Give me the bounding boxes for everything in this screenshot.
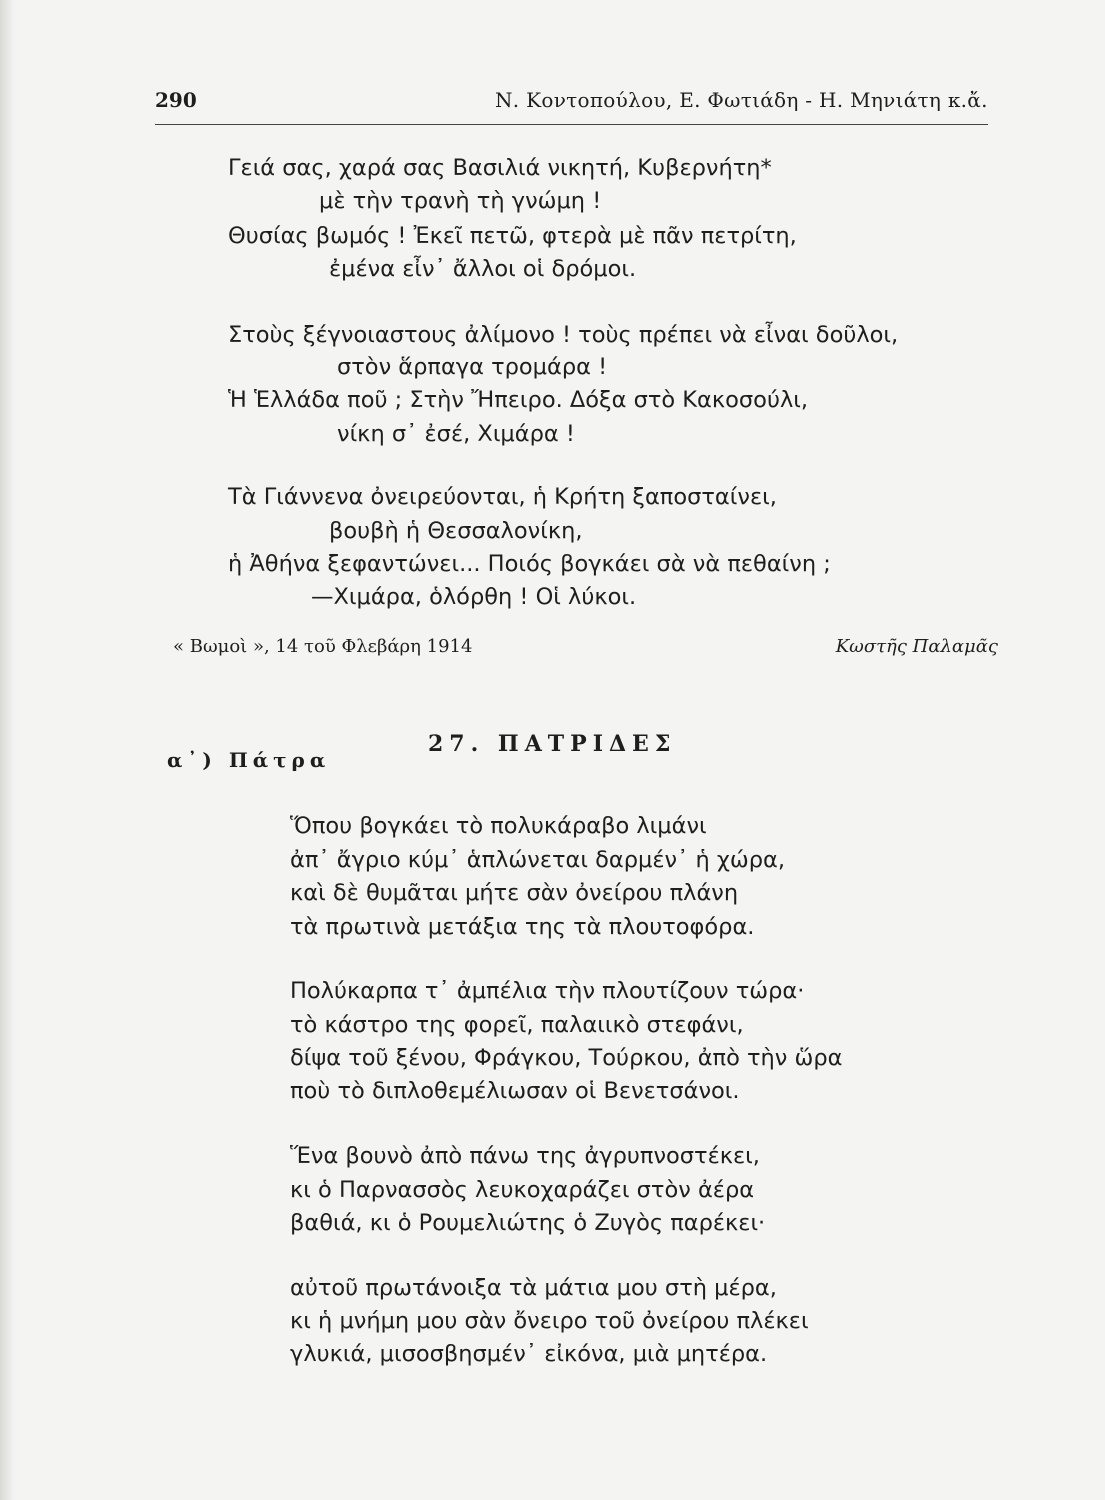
poem-line: Ὅπου βογκάει τὸ πολυκάραβο λιμάνι xyxy=(290,813,707,839)
running-head xyxy=(155,88,988,116)
poem-line: αὐτοῦ πρωτάνοιξα τὰ μάτια μου στὴ μέρα, xyxy=(290,1275,777,1301)
section-title: 27. ΠΑΤΡΙΔΕΣ xyxy=(428,731,677,757)
header-rule xyxy=(155,124,988,125)
poem-line: νίκη σ᾽ ἐσέ, Χιμάρα ! xyxy=(337,421,575,447)
poem-line: στὸν ἅρπαγα τρομάρα ! xyxy=(337,354,608,380)
poem-signature xyxy=(173,636,998,664)
poem-line: Τὰ Γιάννενα ὀνειρεύονται, ἡ Κρήτη ξαποσταίνει, xyxy=(228,484,777,510)
poem-line: Ἕνα βουνὸ ἀπὸ πάνω της ἀγρυπνοστέκει, xyxy=(290,1143,760,1169)
poem-line: τὸ κάστρο της φορεῖ, παλαιικὸ στεφάνι, xyxy=(290,1012,744,1038)
poem-line: καὶ δὲ θυμᾶται μήτε σὰν ὀνείρου πλάνη xyxy=(290,880,739,906)
poem-line: κι ὁ Παρνασσὸς λευκοχαράζει στὸν ἀέρα xyxy=(290,1177,755,1203)
poem-line: ἀπ᾽ ἄγριο κύμ᾽ ἁπλώνεται δαρμέν᾽ ἡ χώρα, xyxy=(290,847,785,873)
poem-line: βαθιά, κι ὁ Ρουμελιώτης ὁ Ζυγὸς παρέκει· xyxy=(290,1210,766,1236)
poem-line: Πολύκαρπα τ᾽ ἀμπέλια τὴν πλουτίζουν τώρα· xyxy=(290,978,805,1004)
poem-line: μὲ τὴν τρανὴ τὴ γνώμη ! xyxy=(319,188,602,214)
poem-line: Γειά σας, χαρά σας Βασιλιά νικητή, Κυβερνήτη* xyxy=(228,155,772,181)
poem-line: δίψα τοῦ ξένου, Φράγκου, Τούρκου, ἀπὸ τὴν ὥρα xyxy=(290,1045,843,1071)
poem-source: « Βωμοὶ », 14 τοῦ Φλεβάρη 1914 xyxy=(173,636,473,657)
poem-line: βουβὴ ἡ Θεσσαλονίκη, xyxy=(329,518,583,544)
poem-author: Κωστῆς Παλαμᾶς xyxy=(835,636,998,657)
poem-line: ποὺ τὸ διπλοθεμέλιωσαν οἱ Βενετσάνοι. xyxy=(290,1078,740,1104)
poem-line: Θυσίας βωμός ! Ἐκεῖ πετῶ, φτερὰ μὲ πᾶν πετρίτη, xyxy=(228,223,797,249)
subsection-title: α᾽) Πάτρα xyxy=(167,748,331,772)
poem-line: ἡ Ἀθήνα ξεφαντώνει... Ποιός βογκάει σὰ νὰ πεθαίνη ; xyxy=(228,551,831,577)
page-number: 290 xyxy=(155,88,197,112)
poem-line: κι ἡ μνήμη μου σὰν ὄνειρο τοῦ ὀνείρου πλέκει xyxy=(290,1308,809,1334)
poem-line: Ἡ Ἑλλάδα ποῦ ; Στὴν Ἤπειρο. Δόξα στὸ Κακοσούλι, xyxy=(228,387,809,413)
poem-line: ἐμένα εἶν᾽ ἄλλοι οἱ δρόμοι. xyxy=(329,256,637,282)
poem-line: γλυκιά, μισοσβησμέν᾽ εἰκόνα, μιὰ μητέρα. xyxy=(290,1341,768,1367)
poem-line: Στοὺς ξέγνοιαστους ἀλίμονο ! τοὺς πρέπει νὰ εἶναι δοῦλοι, xyxy=(228,322,899,348)
running-head-title: Ν. Κοντοπούλου, Ε. Φωτιάδη - Η. Μηνιάτη κ.ἄ. xyxy=(495,88,988,112)
page-edge-shadow xyxy=(0,0,14,1500)
poem-line: —Χιμάρα, ὁλόρθη ! Οἱ λύκοι. xyxy=(311,584,637,610)
poem-line: τὰ πρωτινὰ μετάξια της τὰ πλουτοφόρα. xyxy=(290,914,755,940)
